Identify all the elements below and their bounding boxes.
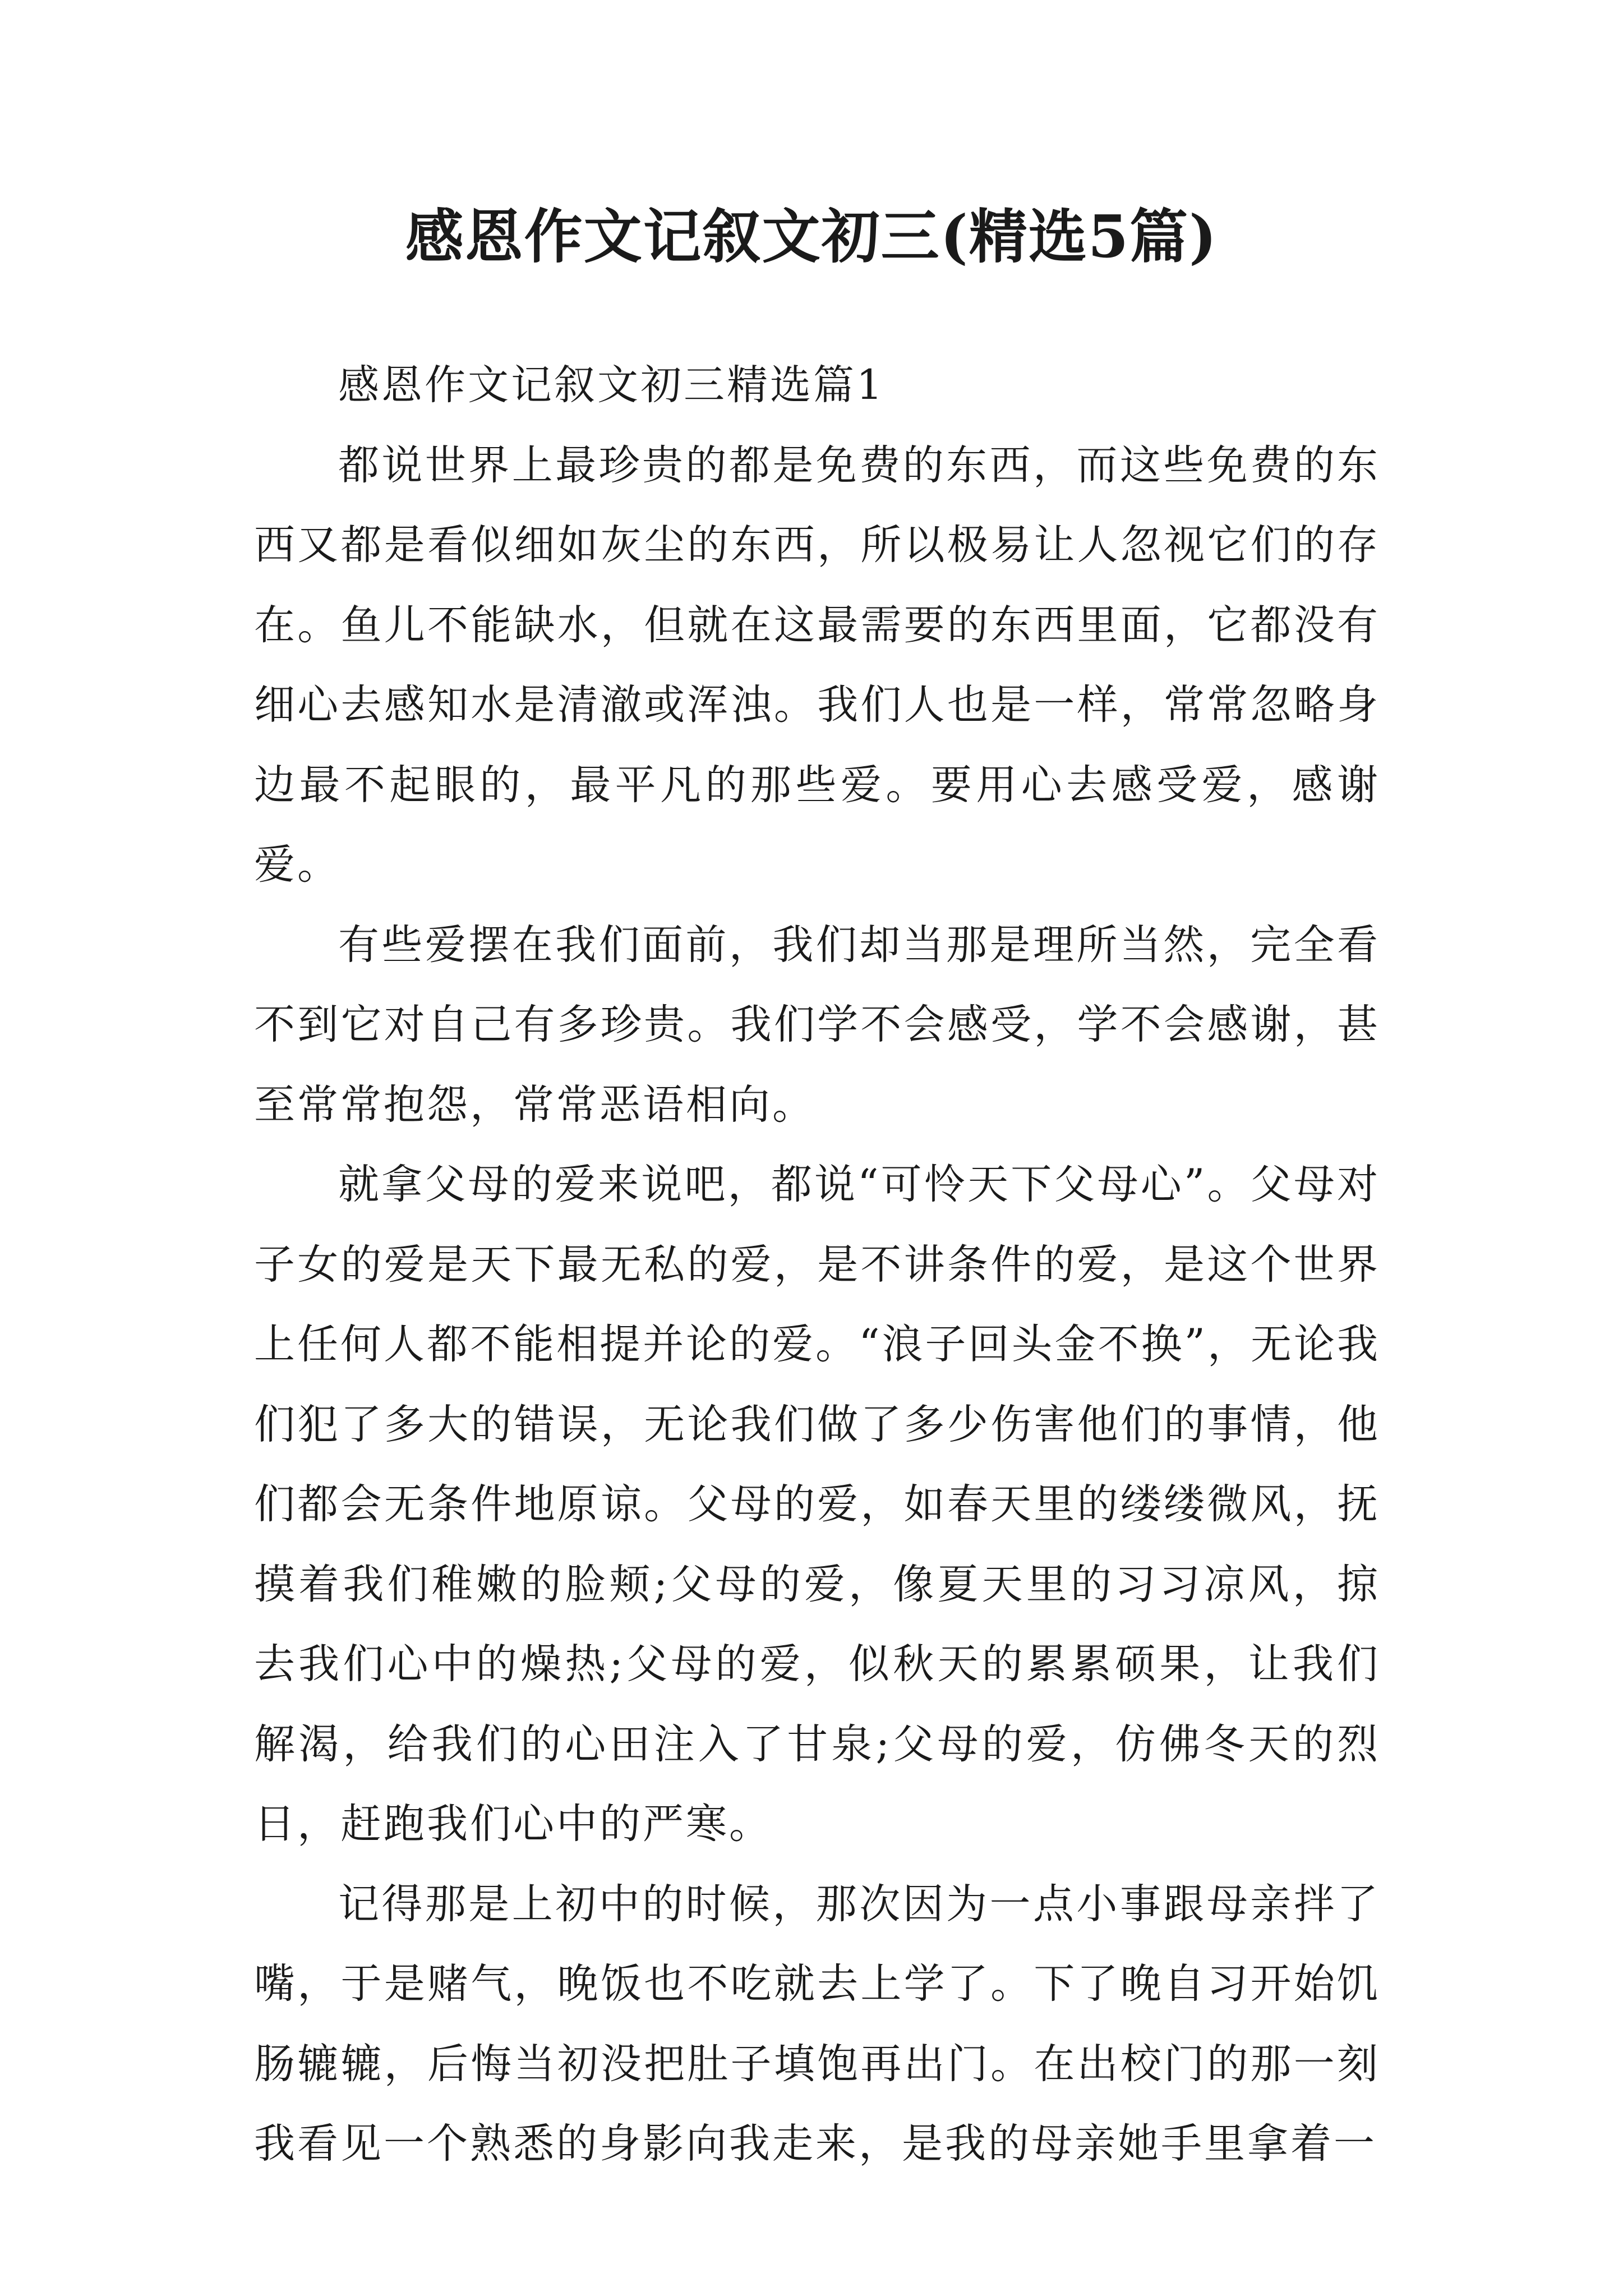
paragraph-2: 有些爱摆在我们面前，我们却当那是理所当然，完全看不到它对自己有多珍贵。我们学不会感受，学不会感谢，甚至常常抱怨，常常恶语相向。 bbox=[254, 921, 1380, 1129]
paragraph-1: 都说世界上最珍贵的都是免费的东西，而这些免费的东西又都是看似细如灰尘的东西，所以极易让人忽视它们的存在。鱼儿不能缺水，但就在这最需要的东西里面，它都没有细心去感知水是清澈或浑浊。我们人也是一样，常常忽略身边最不起眼的，最平凡的那些爱。要用心去感受爱，感谢爱。 bbox=[254, 441, 1380, 889]
document-title: 感恩作文记叙文初三(精选5篇) bbox=[405, 202, 1218, 271]
section-heading: 感恩作文记叙文初三精选篇1 bbox=[338, 361, 885, 409]
document-body bbox=[254, 346, 1380, 2184]
paragraph-4: 记得那是上初中的时候，那次因为一点小事跟母亲拌了嘴，于是赌气，晚饭也不吃就去上学了。下了晚自习开始饥肠辘辘，后悔当初没把肚子填饱再出门。在出校门的那一刻我看见一个熟悉的身影向我走来，是我的母亲她手里拿着一 bbox=[254, 1880, 1380, 2168]
paragraph-3: 就拿父母的爱来说吧，都说“可怜天下父母心”。父母对子女的爱是天下最无私的爱，是不讲条件的爱，是这个世界上任何人都不能相提并论的爱。“浪子回头金不换”，无论我们犯了多大的错误，无论我们做了多少伤害他们的事情，他们都会无条件地原谅。父母的爱，如春天里的缕缕微风，抚摸着我们稚嫩的脸颊;父母的爱，像夏天里的习习凉风，掠去我们心中的燥热;父母的爱，似秋天的累累硕果，让我们解渴，给我们的心田注入了甘泉;父母的爱，仿佛冬天的烈日，赶跑我们心中的严寒。 bbox=[254, 1161, 1380, 1848]
